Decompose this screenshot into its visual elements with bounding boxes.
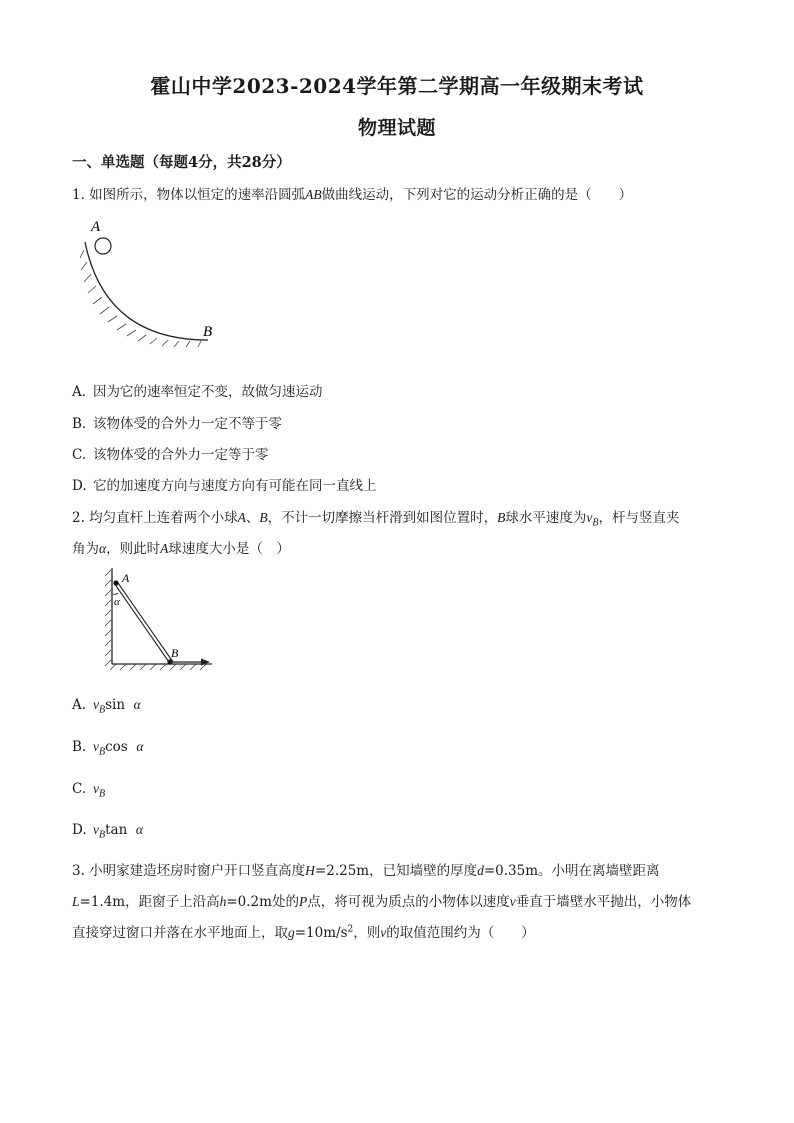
q2-var: A — [237, 510, 246, 525]
option-function: sin — [105, 697, 126, 713]
option-subscript: B — [99, 788, 106, 800]
q2-label-a: A — [122, 571, 130, 585]
q1-label-b: B — [203, 324, 213, 340]
q2-wall-hatching — [105, 570, 111, 666]
q2-option-b[interactable] — [72, 739, 143, 758]
q3-stem-part: =10m/s — [294, 925, 348, 941]
q2-option-c[interactable] — [72, 781, 105, 800]
q2-var: α — [99, 541, 107, 556]
option-key: B. — [72, 416, 87, 432]
q2-stem-part: 、 — [245, 510, 260, 526]
q2-label-b: B — [171, 646, 179, 660]
option-var: v — [93, 739, 99, 754]
option-angle: α — [136, 739, 144, 754]
q3-stem-part: 点，将可视为质点的小物体以速度 — [307, 894, 510, 910]
option-subscript: B — [99, 746, 106, 758]
option-key: C. — [72, 447, 87, 463]
q3-var: d — [477, 863, 484, 878]
q1-label-a: A — [91, 219, 101, 235]
q2-label-alpha: α — [114, 596, 120, 608]
q3-stem-part: 的取值范围约为（ ） — [386, 925, 535, 941]
page-subtitle: 物理试题 — [357, 117, 436, 139]
option-key: A. — [72, 697, 87, 713]
q2-var: A — [160, 541, 169, 556]
q1-hatching — [80, 250, 201, 347]
q3-stem-part: =0.35m。小明在离墙壁距离 — [483, 863, 660, 879]
option-function: tan — [105, 822, 128, 838]
q3-stem-part: 直接穿过窗口并落在水平地面上，取 — [72, 925, 288, 941]
q2-rod — [114, 583, 169, 662]
q3-superscript: 2 — [347, 924, 354, 935]
q3-stem-part: =0.2m处的 — [226, 894, 299, 910]
q2-angle-arc — [113, 593, 118, 594]
question-2-stem-line1 — [72, 506, 680, 529]
option-key: C. — [72, 781, 87, 797]
q1-figure — [80, 212, 230, 357]
option-var: v — [93, 781, 99, 796]
option-function: cos — [105, 739, 128, 755]
q2-figure — [100, 566, 220, 674]
option-key: D. — [72, 822, 87, 838]
q1-option-b[interactable] — [72, 412, 282, 432]
q2-stem-part: ，则此时 — [106, 541, 161, 557]
q2-var: v — [586, 510, 593, 525]
q2-var: B — [259, 510, 268, 525]
option-key: A. — [72, 384, 87, 400]
q3-var: L — [72, 894, 80, 909]
q3-var: H — [305, 863, 315, 878]
option-angle: α — [133, 697, 141, 712]
q1-option-d[interactable] — [72, 474, 377, 494]
page-title: 霍山中学2023-2024学年第二学期高一年级期末考试 — [150, 74, 644, 98]
q1-arc-label: AB — [305, 187, 322, 202]
q3-var: g — [288, 925, 295, 940]
q2-stem-part: 球水平速度为 — [505, 510, 587, 526]
option-var: v — [93, 697, 99, 712]
option-var: v — [93, 822, 99, 837]
q2-stem-part: ，不计一切摩擦当杆滑到如图位置时， — [267, 510, 498, 526]
q3-stem-part: 3. 小明家建造坯房时窗户开口竖直高度 — [72, 863, 306, 879]
question-3-stem-line2 — [72, 890, 691, 910]
q2-subscript: B — [592, 517, 599, 529]
q2-option-d[interactable] — [72, 822, 143, 841]
q2-stem-part: 2. 均匀直杆上连着两个小球 — [72, 510, 238, 526]
q2-ground-hatching — [110, 664, 206, 670]
q3-var: v — [509, 894, 516, 909]
option-text: 因为它的速率恒定不变，故做匀速运动 — [93, 384, 323, 400]
q2-stem-part: 球速度大小是（ ） — [168, 541, 290, 557]
q1-ball — [95, 238, 111, 254]
option-text: 它的加速度方向与速度方向有可能在同一直线上 — [93, 478, 377, 494]
q3-var: P — [298, 894, 308, 909]
q1-option-a[interactable] — [72, 380, 323, 400]
q3-stem-part: 垂直于墙壁水平抛出，小物体 — [515, 894, 692, 910]
option-key: B. — [72, 739, 87, 755]
q1-arc — [85, 242, 208, 340]
section-heading: 一、单选题（每题4分，共28分） — [72, 154, 291, 171]
option-key: D. — [72, 478, 87, 494]
question-3-stem-line1 — [72, 859, 660, 879]
question-3-stem-line3 — [72, 921, 535, 941]
q2-stem-part: ，杆与竖直夹 — [598, 510, 680, 526]
q2-stem-part: 角为 — [72, 541, 99, 557]
q2-ball-a — [113, 580, 118, 585]
option-subscript: B — [99, 704, 106, 716]
q2-rod-edge — [118, 583, 173, 662]
q3-stem-part: =1.4m，距窗子上沿高 — [79, 894, 220, 910]
q3-var: v — [380, 925, 387, 940]
q3-stem-part: ，则 — [353, 925, 381, 941]
q2-var: B — [497, 510, 506, 525]
option-text: 该物体受的合外力一定等于零 — [93, 447, 269, 463]
q1-stem-part: 做曲线运动，下列对它的运动分析正确的是（ ） — [321, 187, 633, 203]
q3-var: h — [219, 894, 227, 909]
q1-stem-part: 1. 如图所示，物体以恒定的速率沿圆弧 — [72, 187, 306, 203]
question-1-stem — [72, 183, 632, 203]
option-subscript: B — [99, 829, 106, 841]
question-2-stem-line2 — [72, 537, 290, 557]
option-text: 该物体受的合外力一定不等于零 — [93, 416, 282, 432]
q1-option-c[interactable] — [72, 443, 269, 463]
q2-option-a[interactable] — [72, 697, 141, 716]
q3-stem-part: =2.25m，已知墙壁的厚度 — [314, 863, 478, 879]
option-angle: α — [135, 822, 143, 837]
